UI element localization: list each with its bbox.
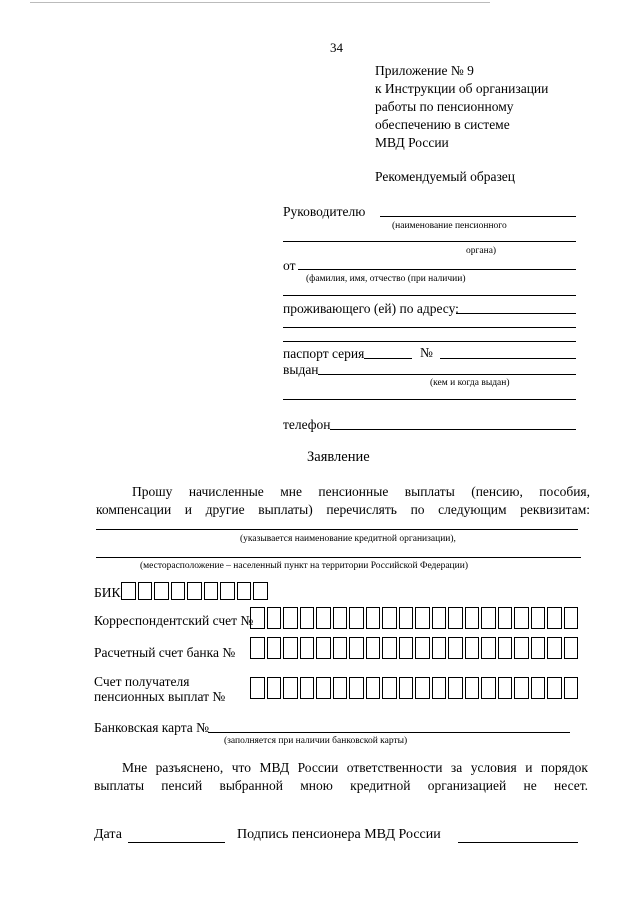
corr-account-cell[interactable] [300,607,315,629]
corr-account-cell[interactable] [514,607,529,629]
bik-cell[interactable] [154,582,169,600]
corr-account-cell[interactable] [498,607,513,629]
corr-account-cells[interactable] [250,607,580,629]
bik-cell[interactable] [138,582,153,600]
phone-line[interactable] [330,429,576,430]
appendix-line-3: работы по пенсионному [375,99,514,114]
bank-card-label: Банковская карта № [94,720,210,735]
appendix-line-5: МВД России [375,135,449,150]
corr-account-cell[interactable] [547,607,562,629]
corr-account-cell[interactable] [448,607,463,629]
issued-line[interactable] [318,374,576,375]
recipient-account-cell[interactable] [250,677,265,699]
bank-account-cell[interactable] [250,637,265,659]
to-line-2[interactable] [283,241,576,242]
to-label: Руководителю [283,204,366,219]
appendix-line-1: Приложение № 9 [375,63,474,78]
bik-cell[interactable] [121,582,136,600]
address-line-3[interactable] [283,341,576,342]
recipient-account-cell[interactable] [349,677,364,699]
page-number: 34 [330,40,343,55]
recipient-account-cell[interactable] [333,677,348,699]
corr-account-cell[interactable] [349,607,364,629]
corr-account-cell[interactable] [415,607,430,629]
bank-account-cell[interactable] [316,637,331,659]
bik-cell[interactable] [204,582,219,600]
bik-label: БИК [94,585,121,600]
passport-number-label: № [420,345,433,360]
recipient-account-cell[interactable] [366,677,381,699]
bank-account-cell[interactable] [366,637,381,659]
corr-account-cell[interactable] [564,607,579,629]
bank-account-cell[interactable] [448,637,463,659]
date-line[interactable] [128,842,225,843]
bank-account-cells[interactable] [250,637,580,659]
request-paragraph: Прошу начисленные мне пенсионные выплаты (пенсию, пособия, компенсации и другие выплаты) перечислять по следующим реквизитам: [96,484,590,517]
recipient-account-cell[interactable] [382,677,397,699]
bik-cell[interactable] [220,582,235,600]
bank-account-cell[interactable] [531,637,546,659]
corr-account-cell[interactable] [333,607,348,629]
recipient-account-cell[interactable] [514,677,529,699]
bank-name-line[interactable] [96,529,578,530]
bank-account-cell[interactable] [564,637,579,659]
bank-location-hint: (месторасположение – населенный пункт на территории Российской Федерации) [140,561,468,571]
bank-card-hint: (заполняется при наличии банковской карты) [224,736,408,746]
recipient-account-label-1: Счет получателя [94,674,190,689]
bik-cell[interactable] [253,582,268,600]
address-line[interactable] [456,313,576,314]
bank-account-cell[interactable] [382,637,397,659]
recipient-account-cell[interactable] [316,677,331,699]
corr-account-cell[interactable] [481,607,496,629]
bank-account-cell[interactable] [498,637,513,659]
corr-account-label: Корреспондентский счет № [94,613,254,628]
corr-account-cell[interactable] [465,607,480,629]
date-label: Дата [94,827,122,842]
corr-account-cell[interactable] [399,607,414,629]
address-label: проживающего (ей) по адресу: [283,301,459,316]
recipient-account-cell[interactable] [399,677,414,699]
passport-number-line[interactable] [440,358,576,359]
corr-account-cell[interactable] [432,607,447,629]
statement-title: Заявление [307,449,370,465]
bank-card-line[interactable] [208,732,570,733]
appendix-line-2: к Инструкции об организации [375,81,549,96]
recipient-account-cell[interactable] [432,677,447,699]
corr-account-cell[interactable] [366,607,381,629]
bank-account-cell[interactable] [465,637,480,659]
recipient-account-cell[interactable] [481,677,496,699]
bank-account-cell[interactable] [514,637,529,659]
recipient-account-cell[interactable] [498,677,513,699]
recipient-account-cell[interactable] [448,677,463,699]
recipient-account-cell[interactable] [564,677,579,699]
bank-account-cell[interactable] [547,637,562,659]
recipient-account-cell[interactable] [465,677,480,699]
recipient-account-label-2: пенсионных выплат № [94,689,226,704]
corr-account-cell[interactable] [283,607,298,629]
to-hint-2: органа) [466,246,497,256]
corr-account-cell[interactable] [316,607,331,629]
recommended-sample: Рекомендуемый образец [375,169,516,184]
from-line[interactable] [298,269,576,270]
phone-label: телефон [283,417,331,432]
bank-account-cell[interactable] [333,637,348,659]
bik-cells[interactable] [121,582,270,600]
to-hint-1: (наименование пенсионного [392,221,507,231]
recipient-account-cell[interactable] [267,677,282,699]
issued-line-2[interactable] [283,399,576,400]
appendix-line-4: обеспечению в системе [375,117,510,132]
signature-line[interactable] [458,842,578,843]
bank-account-cell[interactable] [349,637,364,659]
notice-paragraph: Мне разъяснено, что МВД России ответственности за условия и порядок выплаты пенсий выбранной мною кредитной организацией не несет. [94,760,588,793]
bank-account-cell[interactable] [481,637,496,659]
bank-account-cell[interactable] [267,637,282,659]
bank-account-cell[interactable] [283,637,298,659]
recipient-account-cell[interactable] [300,677,315,699]
recipient-account-cells[interactable] [250,677,580,699]
bank-account-cell[interactable] [432,637,447,659]
recipient-account-cell[interactable] [547,677,562,699]
to-line[interactable] [380,216,576,217]
corr-account-cell[interactable] [250,607,265,629]
corr-account-cell[interactable] [531,607,546,629]
bik-cell[interactable] [187,582,202,600]
bank-account-cell[interactable] [399,637,414,659]
passport-series-label: паспорт серия [283,346,365,361]
bank-account-cell[interactable] [415,637,430,659]
signature-label: Подпись пенсионера МВД России [237,827,441,842]
issued-label: выдан [283,362,319,377]
top-rule [30,2,490,3]
from-label: от [283,258,296,273]
corr-account-cell[interactable] [382,607,397,629]
address-line-2[interactable] [283,327,576,328]
recipient-account-cell[interactable] [283,677,298,699]
bik-cell[interactable] [237,582,252,600]
bank-account-label: Расчетный счет банка № [94,645,236,660]
recipient-account-cell[interactable] [415,677,430,699]
bank-name-hint: (указывается наименование кредитной организации), [240,534,456,544]
issued-hint: (кем и когда выдан) [430,378,510,388]
recipient-account-cell[interactable] [531,677,546,699]
bank-account-cell[interactable] [300,637,315,659]
passport-series-line[interactable] [364,358,412,359]
bik-cell[interactable] [171,582,186,600]
corr-account-cell[interactable] [267,607,282,629]
bank-location-line[interactable] [96,557,581,558]
from-line-2[interactable] [283,295,576,296]
from-hint: (фамилия, имя, отчество (при наличии) [306,274,466,284]
